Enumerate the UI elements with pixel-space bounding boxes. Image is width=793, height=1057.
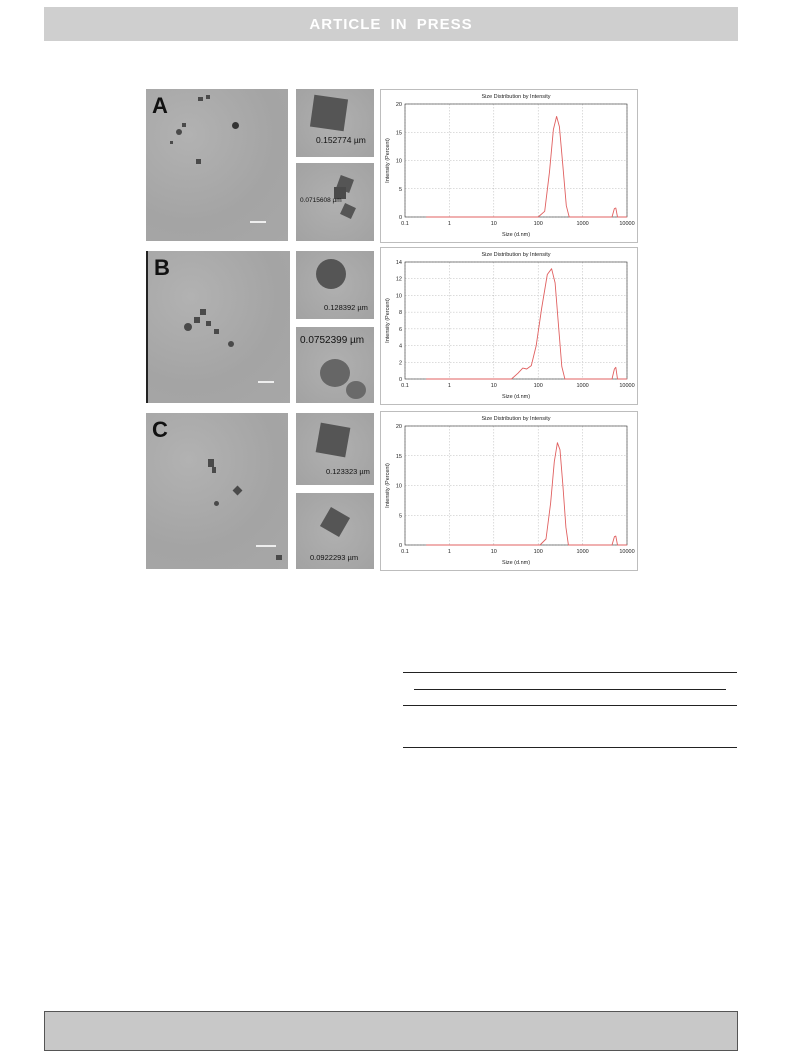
dls-chart-c <box>380 411 638 571</box>
tem-inset-a2 <box>296 163 374 241</box>
inset-size-label: 0.128392 µm <box>324 303 368 312</box>
particle <box>214 501 219 506</box>
series-line <box>426 443 627 545</box>
y-tick-label: 5 <box>398 513 402 520</box>
table-header-rule <box>414 689 726 690</box>
panel-letter-b: B <box>154 255 170 280</box>
inset-size-label: 0.123323 µm <box>326 467 370 476</box>
particle <box>182 123 186 127</box>
y-axis-label: Intensity (Percent) <box>385 138 391 183</box>
particle <box>214 329 219 334</box>
dls-chart-a-svg <box>381 90 637 242</box>
tem-image-b <box>146 251 290 403</box>
y-tick-label: 6 <box>398 326 402 333</box>
x-axis-label: Size (d.nm) <box>501 560 531 566</box>
y-tick-label: 20 <box>395 424 402 430</box>
x-tick-label: 1 <box>447 383 451 389</box>
tem-inset-c2 <box>296 493 374 569</box>
panel-letter-c: C <box>152 417 168 442</box>
y-tick-label: 0 <box>398 215 402 221</box>
particle <box>316 423 351 458</box>
chart-title: Size Distribution by Intensity <box>481 94 551 100</box>
x-tick-label: 10000 <box>619 221 635 227</box>
y-tick-label: 10 <box>395 483 402 490</box>
y-tick-label: 15 <box>395 453 402 460</box>
y-tick-label: 5 <box>398 186 402 193</box>
particle <box>194 317 200 323</box>
x-tick-label: 10 <box>490 383 497 389</box>
particle <box>320 507 350 537</box>
particle <box>228 341 234 347</box>
particle <box>212 467 216 473</box>
x-tick-label: 1 <box>447 549 451 555</box>
y-tick-label: 0 <box>398 543 402 549</box>
particle <box>310 95 348 131</box>
y-tick-label: 8 <box>398 310 402 317</box>
article-in-press-banner: ARTICLE IN PRESS <box>44 7 738 41</box>
tem-inset-a1 <box>296 89 374 157</box>
figure <box>146 89 638 572</box>
scale-bar <box>250 221 266 223</box>
chart-title: Size Distribution by Intensity <box>481 252 551 258</box>
tem-image-a <box>146 89 288 241</box>
y-tick-label: 4 <box>398 343 402 350</box>
scale-bar <box>258 381 274 383</box>
y-tick-label: 14 <box>395 260 402 266</box>
panel-letter-a: A <box>152 93 168 118</box>
particle <box>346 381 366 399</box>
particle <box>276 555 282 560</box>
x-tick-label: 0.1 <box>401 383 409 389</box>
x-tick-label: 0.1 <box>401 221 409 227</box>
particle <box>198 97 203 101</box>
x-tick-label: 100 <box>533 221 543 227</box>
x-tick-label: 1000 <box>576 383 589 389</box>
particle <box>206 95 210 99</box>
tem-inset-b2 <box>296 327 374 403</box>
scale-bar <box>256 545 276 547</box>
tem-inset-b1 <box>296 251 374 319</box>
dls-chart-b <box>380 247 638 405</box>
y-tick-label: 10 <box>395 293 402 300</box>
table-top-rule <box>403 672 737 673</box>
y-tick-label: 2 <box>398 360 402 367</box>
particle <box>170 141 173 144</box>
particle <box>206 321 211 326</box>
footer-banner <box>44 1011 738 1051</box>
tem-image-c <box>146 413 288 569</box>
y-tick-label: 15 <box>395 130 402 137</box>
particle <box>184 323 192 331</box>
x-tick-label: 1000 <box>576 549 589 555</box>
particle <box>320 359 350 387</box>
y-tick-label: 10 <box>395 158 402 165</box>
x-tick-label: 10000 <box>619 383 635 389</box>
dls-chart-c-svg <box>381 412 637 570</box>
particle <box>316 259 346 289</box>
particle <box>340 203 356 219</box>
particle <box>232 122 239 129</box>
series-line <box>426 116 627 217</box>
y-tick-label: 0 <box>398 377 402 383</box>
chart-title: Size Distribution by Intensity <box>481 416 551 422</box>
particle <box>196 159 201 164</box>
dls-chart-b-svg <box>381 248 637 404</box>
x-axis-label: Size (d.nm) <box>501 232 531 238</box>
x-tick-label: 10 <box>490 221 497 227</box>
y-tick-label: 12 <box>395 276 402 283</box>
x-tick-label: 10000 <box>619 549 635 555</box>
x-tick-label: 1 <box>447 221 451 227</box>
x-tick-label: 10 <box>490 549 497 555</box>
particle <box>200 309 206 315</box>
table-mid-rule <box>403 705 737 706</box>
x-tick-label: 100 <box>533 383 543 389</box>
inset-size-label: 0.0715608 µm <box>300 197 342 204</box>
x-tick-label: 100 <box>533 549 543 555</box>
plot-frame <box>405 262 627 379</box>
x-tick-label: 1000 <box>576 221 589 227</box>
x-axis-label: Size (d.nm) <box>501 394 531 400</box>
y-axis-label: Intensity (Percent) <box>385 298 391 343</box>
particle <box>233 486 243 496</box>
dls-chart-a <box>380 89 638 243</box>
x-tick-label: 0.1 <box>401 549 409 555</box>
inset-size-label: 0.152774 µm <box>316 135 366 145</box>
table-bottom-rule <box>403 747 737 748</box>
particle <box>208 459 214 467</box>
y-axis-label: Intensity (Percent) <box>385 463 391 508</box>
inset-size-label: 0.0752399 µm <box>300 335 365 346</box>
tem-inset-c1 <box>296 413 374 485</box>
inset-size-label: 0.0922293 µm <box>310 553 359 562</box>
y-tick-label: 20 <box>395 102 402 108</box>
particle <box>176 129 182 135</box>
